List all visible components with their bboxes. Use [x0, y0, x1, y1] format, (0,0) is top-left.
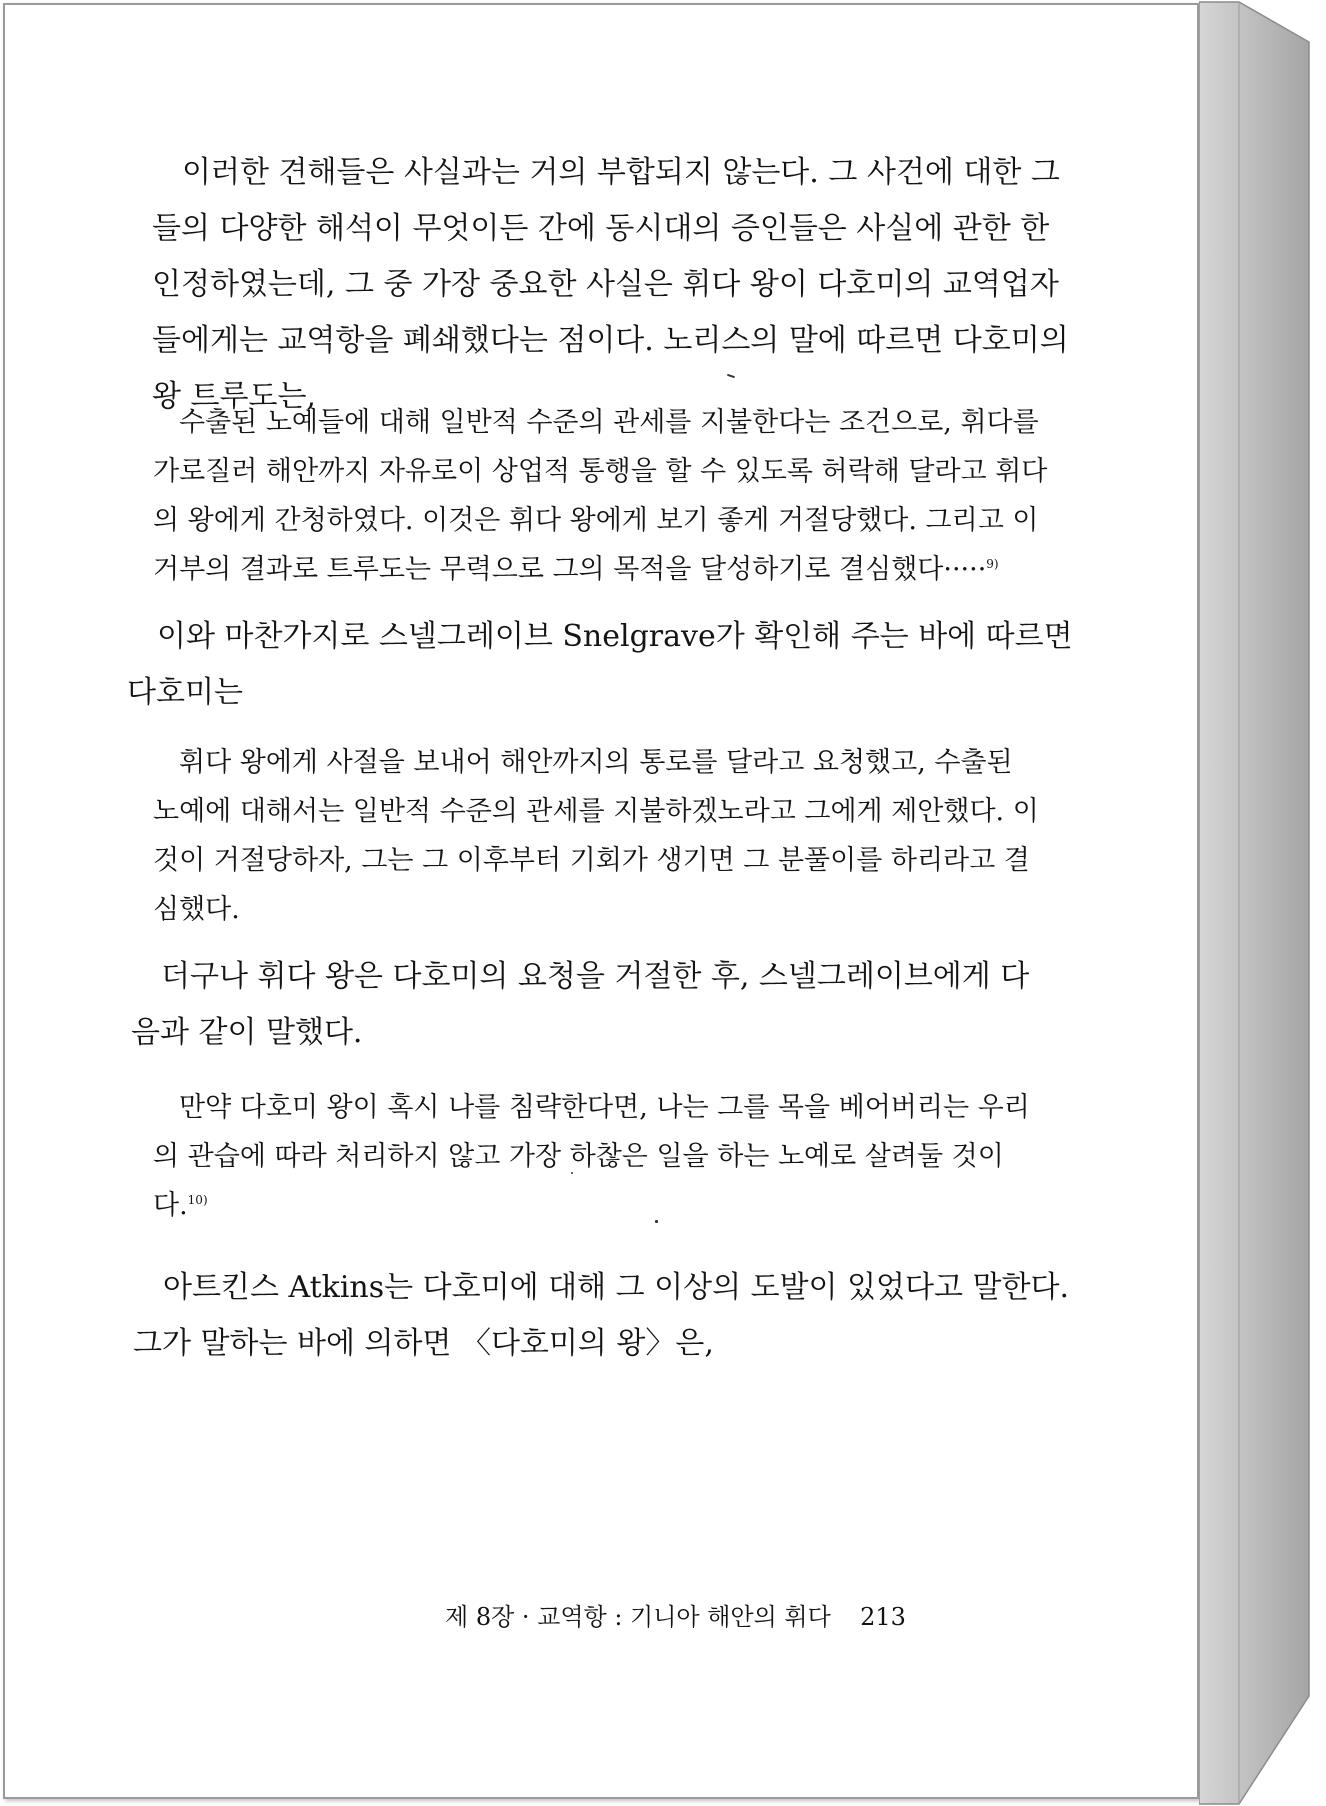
paragraph-line: 왕 트루도는,	[152, 379, 316, 414]
book-spine	[1199, 0, 1326, 1806]
paragraph-line: 더구나 휘다 왕은 다호미의 요청을 거절한 후, 스넬그레이브에게 다	[161, 959, 1030, 994]
page-number: 213	[860, 1603, 906, 1631]
quote-text: 거부의 결과로 트루도는 무력으로 그의 목적을 달성하기로 결심했다·····	[153, 554, 987, 585]
scan-speck	[655, 1220, 658, 1223]
paragraph-line: 이러한 견해들은 사실과는 거의 부합되지 않는다. 그 사건에 대한 그	[182, 155, 1060, 190]
paragraph-line: 그가 말하는 바에 의하면 〈다호미의 왕〉은,	[133, 1326, 714, 1361]
paragraph-line: 음과 같이 말했다.	[131, 1015, 363, 1050]
footnote-marker: 9)	[986, 557, 999, 571]
quote-line: 가로질러 해안까지 자유로이 상업적 통행을 할 수 있도록 허락해 달라고 휘다	[153, 456, 1048, 487]
footnote-marker: 10)	[187, 1193, 208, 1207]
paragraph-3	[131, 949, 1030, 1061]
quote-line: 것이 거절당하자, 그는 그 이후부터 기회가 생기면 그 분풀이를 하리라고 결	[153, 845, 1030, 876]
paragraph-line: 들의 다양한 해석이 무엇이든 간에 동시대의 증인들은 사실에 관한 한	[152, 211, 1050, 246]
quote-line: 휘다 왕에게 사절을 보내어 해안까지의 통로를 달라고 요청했고, 수출된	[179, 747, 1013, 778]
quote-line: 수출된 노예들에 대해 일반적 수준의 관세를 지불한다는 조건으로, 휘다를	[179, 407, 1039, 438]
quote-line: 의 관습에 따라 처리하지 않고 가장 하찮은 일을 하는 노예로 살려둘 것이	[153, 1141, 1004, 1172]
running-footer	[445, 1597, 906, 1632]
quote-line: 심했다.	[153, 894, 240, 925]
quote-line	[153, 545, 999, 594]
paragraph-2	[127, 609, 1073, 721]
paragraph-line: 이와 마찬가지로 스넬그레이브 Snelgrave가 확인해 주는 바에 따르면	[157, 619, 1073, 654]
paragraph-line: 다호미는	[127, 675, 243, 710]
quote-line: 만약 다호미 왕이 혹시 나를 침략한다면, 나는 그를 목을 베어버리는 우리	[179, 1092, 1030, 1123]
book-page	[3, 3, 1199, 1799]
quote-line: 의 왕에게 간청하였다. 이것은 휘다 왕에게 보기 좋게 거절당했다. 그리고 이	[153, 505, 1039, 536]
quote-text: 다.	[153, 1190, 188, 1221]
paragraph-line: 인정하였는데, 그 중 가장 중요한 사실은 휘다 왕이 다호미의 교역업자	[152, 267, 1059, 302]
paragraph-line: 아트킨스 Atkins는 다호미에 대해 그 이상의 도발이 있었다고 말한다.	[163, 1270, 1070, 1305]
paragraph-line: 들에게는 교역항을 폐쇄했다는 점이다. 노리스의 말에 따르면 다호미의	[152, 323, 1069, 358]
block-quote-1	[153, 398, 1048, 594]
block-quote-2	[153, 738, 1039, 934]
quote-line	[153, 1181, 895, 1230]
block-quote-3	[153, 1083, 1030, 1230]
spine-face	[1199, 2, 1309, 1804]
paragraph-4	[133, 1260, 1070, 1372]
quote-line: 노예에 대해서는 일반적 수준의 관세를 지불하겠노라고 그에게 제안했다. 이	[153, 796, 1039, 827]
scan-speck	[571, 1172, 573, 1174]
chapter-title: 제 8장 · 교역항 : 기니아 해안의 휘다	[445, 1603, 831, 1631]
